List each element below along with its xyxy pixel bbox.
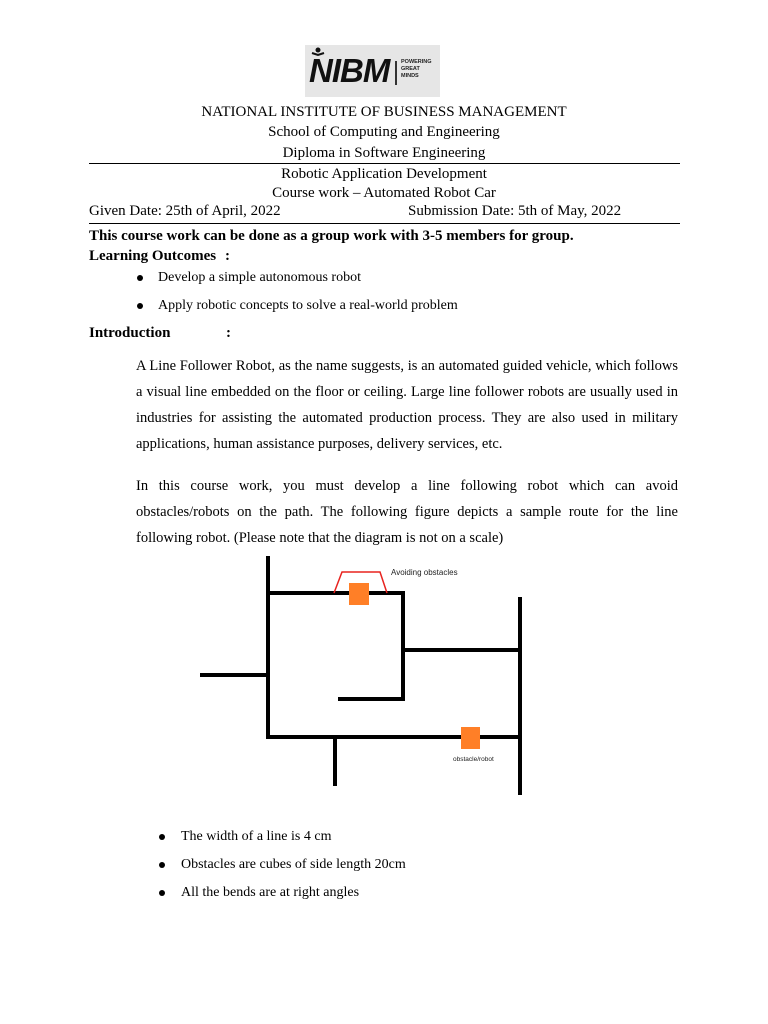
- spec-item: Obstacles are cubes of side length 20cm: [181, 857, 406, 872]
- coursework-title: Course work – Automated Robot Car: [272, 185, 496, 201]
- group-note: This course work can be done as a group work with 3-5 members for group.: [89, 228, 574, 244]
- module-name: Robotic Application Development: [281, 166, 487, 182]
- spec-item: The width of a line is 4 cm: [181, 829, 332, 844]
- logo-tagline: POWERING GREAT MINDS: [401, 59, 432, 79]
- bullet-icon: [159, 834, 165, 840]
- learning-outcome-item: Apply robotic concepts to solve a real-world problem: [158, 298, 458, 313]
- spec-item: All the bends are at right angles: [181, 885, 360, 900]
- submission-date: Submission Date: 5th of May, 2022: [408, 203, 622, 219]
- obstacle-marker: [349, 583, 369, 605]
- learning-outcomes-colon: :: [225, 248, 230, 264]
- obstacle-marker: [461, 727, 480, 749]
- logo-wordmark: NIBM: [309, 52, 390, 89]
- learning-outcome-item: Develop a simple autonomous robot: [158, 270, 361, 285]
- bullet-icon: [159, 862, 165, 868]
- learning-outcomes-heading: Learning Outcomes: [89, 248, 217, 264]
- institute-name: NATIONAL INSTITUTE OF BUSINESS MANAGEMENT: [201, 104, 567, 120]
- bullet-icon: [159, 890, 165, 896]
- introduction-paragraph-1: A Line Follower Robot, as the name suggests, is an automated guided vehicle, which follows a visual line embedded on the floor or ceiling. Large line follower robots are usually used in industries for assisting the automated production process. They are also used in military applications, human assistance purposes, delivery services, etc.: [136, 358, 678, 452]
- school-name: School of Computing and Engineering: [268, 124, 500, 140]
- label-obstacle-robot: obstacle/robot: [453, 756, 494, 763]
- diploma-name: Diploma in Software Engineering: [282, 145, 486, 161]
- introduction-heading: Introduction: [89, 325, 171, 341]
- label-avoiding-obstacles: Avoiding obstacles: [391, 568, 458, 577]
- introduction-paragraph-2: In this course work, you must develop a line following robot which can avoid obstacles/robots on the path. The following figure depicts a sample route for the line following robot. (Please note that the diagram is not on a scale): [136, 478, 678, 546]
- given-date: Given Date: 25th of April, 2022: [89, 203, 281, 219]
- introduction-colon: :: [226, 325, 231, 341]
